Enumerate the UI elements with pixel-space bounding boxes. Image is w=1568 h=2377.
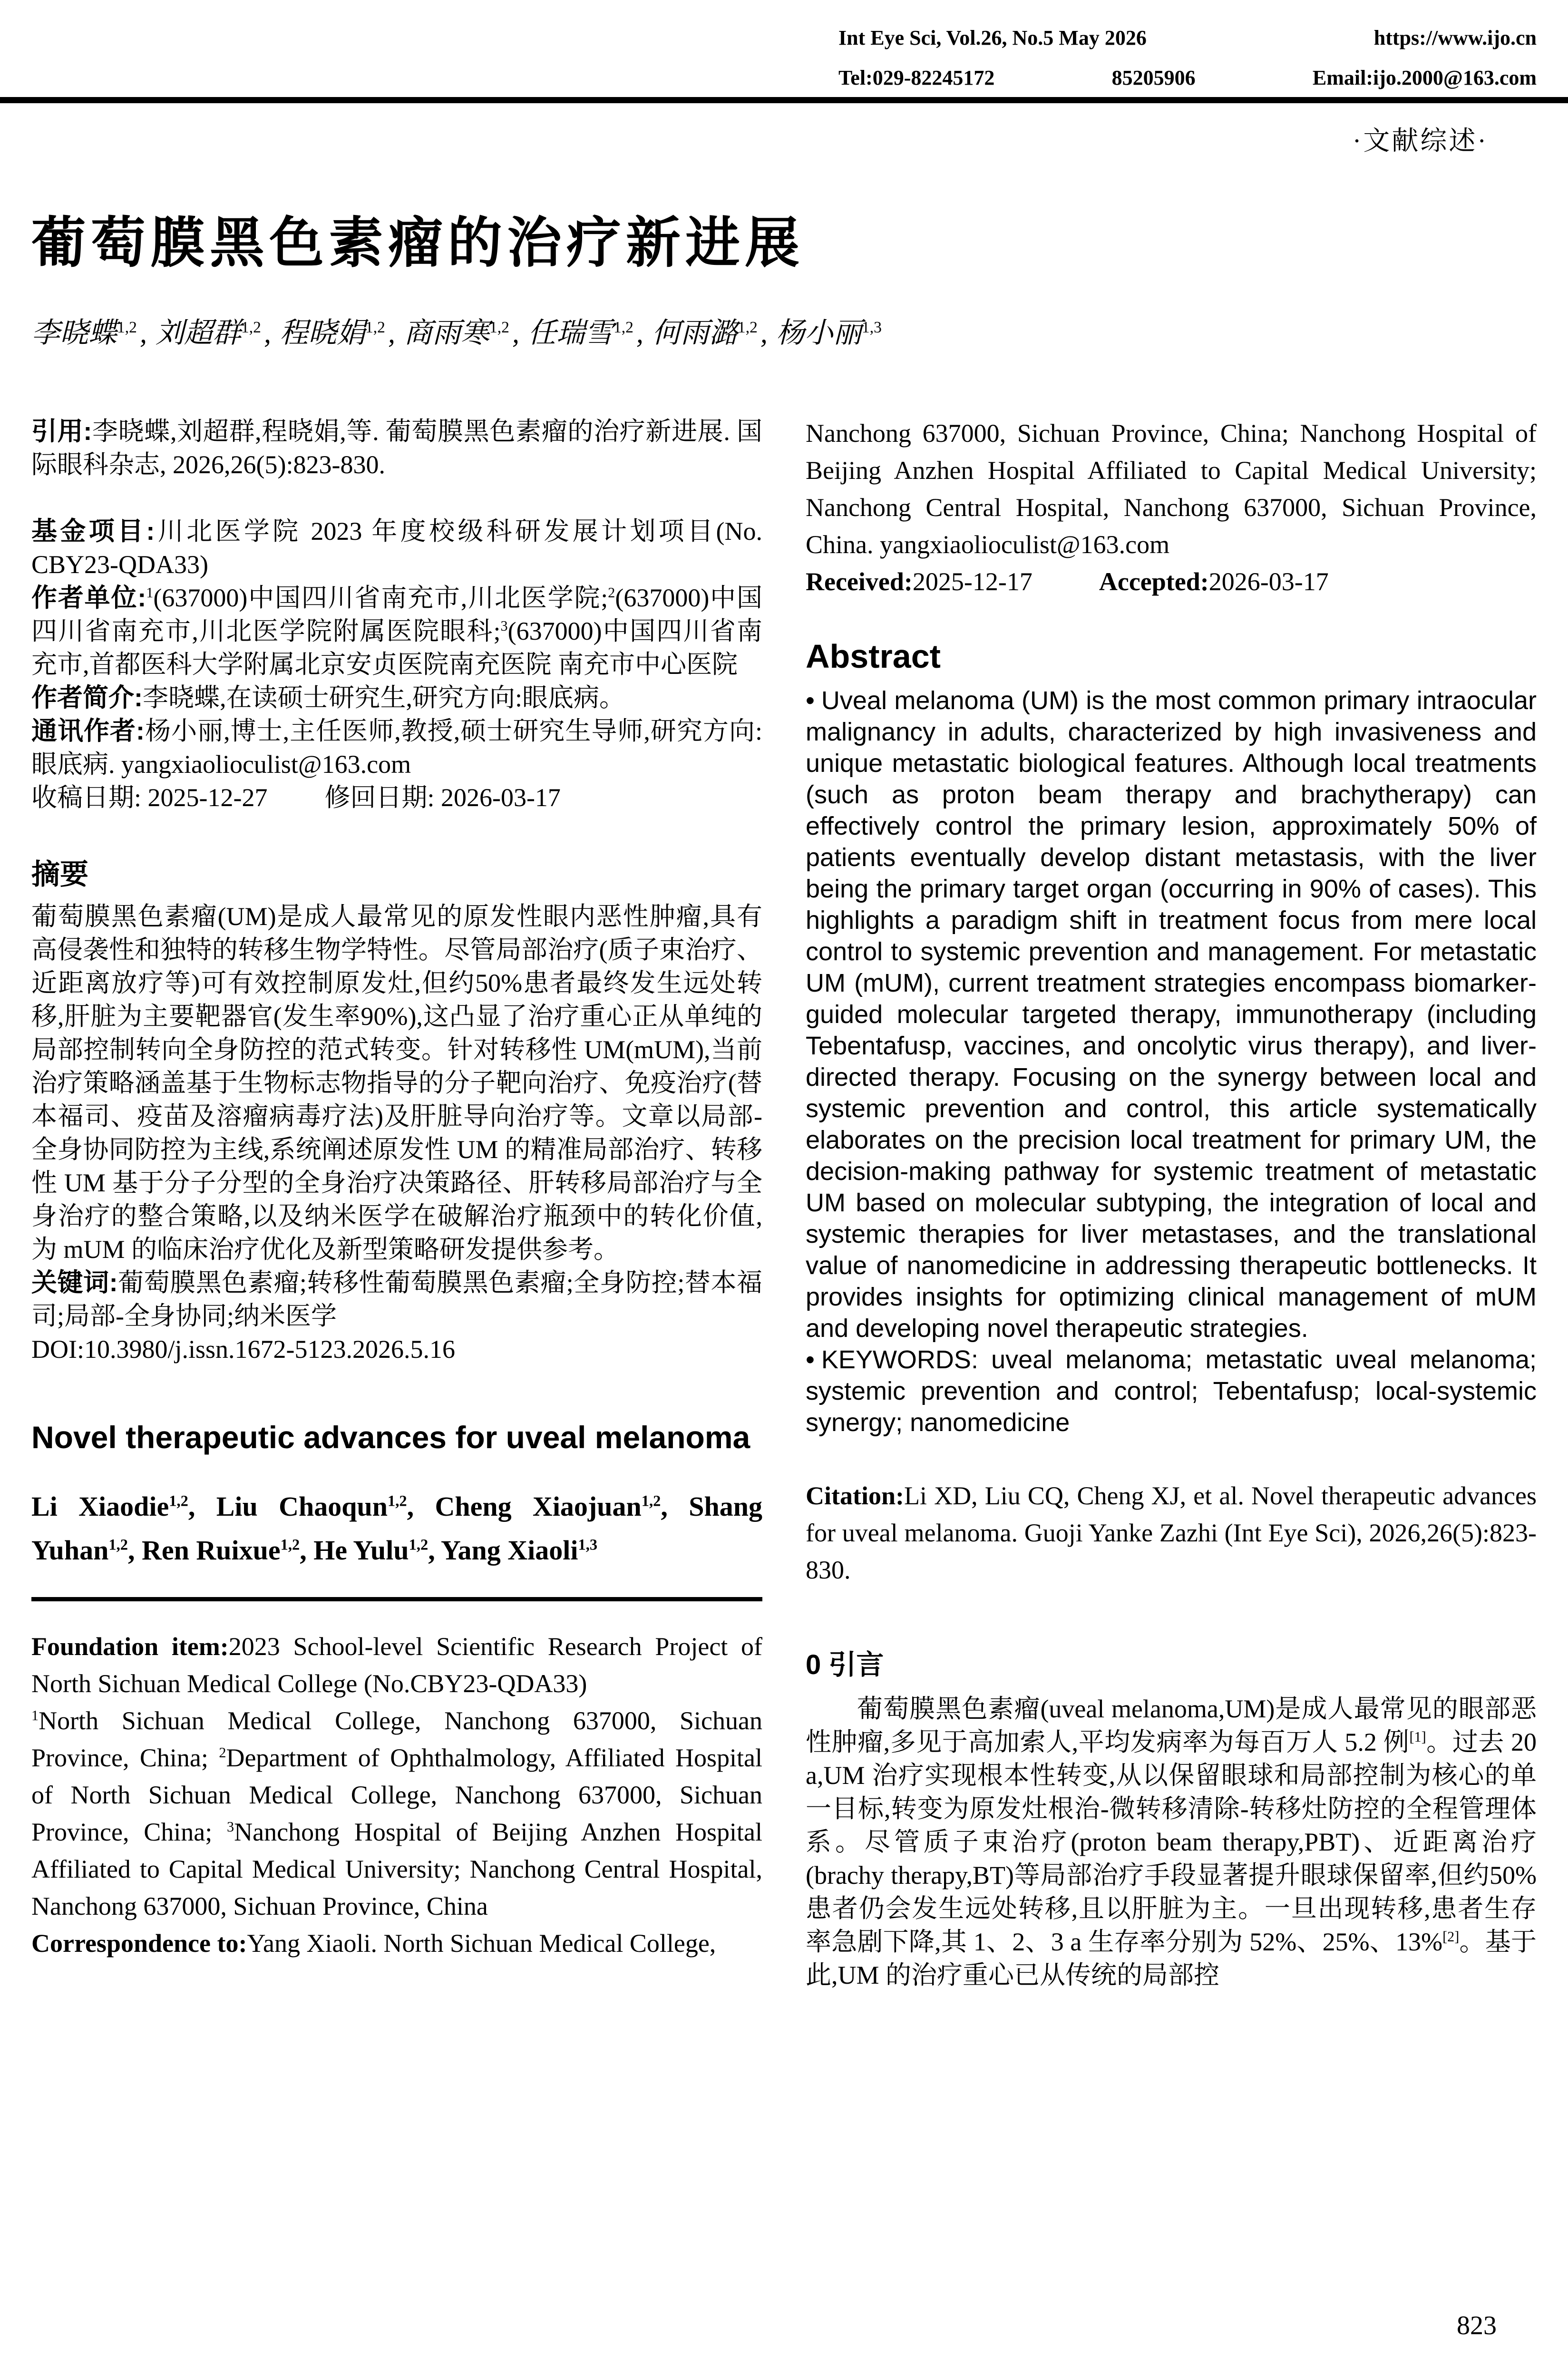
author-separator: , [388, 317, 395, 349]
reference-2: [2] [1442, 1929, 1460, 1945]
author-affil-sup: 1,2 [737, 319, 758, 336]
affil-en-text-3: Nanchong Hospital of Beijing Anzhen Hospital Affiliated to Capital Medical University; Nanchong Central Hospital, Nanchong 637000, Sichuan Province, China [31, 1818, 762, 1920]
affiliations-en [31, 1702, 762, 1925]
foundation-en-label: Foundation item: [31, 1632, 229, 1661]
dates-cn [31, 781, 762, 814]
citation-en-text: Li XD, Liu CQ, Cheng XJ, et al. Novel therapeutic advances for uveal melanoma. Guoji Yanke Zazhi (Int Eye Sci), 2026,26(5):823-830. [806, 1481, 1537, 1584]
author-en-separator: , [188, 1491, 216, 1522]
citation-cn-label: 引用: [31, 417, 92, 446]
author-affil-sup: 1,2 [241, 319, 261, 336]
corresponding-author-cn-label: 通讯作者: [31, 717, 145, 745]
affil-en-sup-2: 2 [219, 1744, 226, 1761]
two-column-body [31, 415, 1537, 1992]
author-en-name: Li Xiaodie [31, 1491, 169, 1522]
author-bio-label: 作者简介: [31, 683, 143, 712]
author-name: 程晓娟 [279, 317, 365, 349]
author-en-sup: 1,2 [388, 1492, 407, 1510]
foundation-cn-label: 基金项目: [31, 517, 155, 546]
abstract-en-body: Uveal melanoma (UM) is the most common primary intraocular malignancy in adults, characterized by high invasiveness and unique metastatic biological features. Although local treatments (such as proton beam therapy and brachytherapy) can effectively control the primary lesion, approximately 50% of patients eventually develop distant metastasis, with the liver being the primary target organ (occurring in 90% of cases). This highlights a paradigm shift in treatment focus from mere local control to systemic prevention and management. For metastatic UM (mUM), current treatment strategies encompass biomarker-guided molecular targeted therapy, immunotherapy (including Tebentafusp, vaccines, and oncolytic virus therapy), and liver-directed therapy. Focusing on the synergy between local and systemic prevention and control, this article systematically elaborates on the precision local treatment for primary UM, the decision-making pathway for systemic treatment of metastatic UM based on molecular subtyping, the integration of local and systemic therapies for liver metastases, and the translational value of nanomedicine in addressing therapeutic bottlenecks. It provides insights for optimizing clinical management of mUM and developing novel therapeutic strategies. [806, 686, 1537, 1343]
introduction-heading: 0 引言 [806, 1649, 884, 1680]
author-en-separator: , [428, 1535, 441, 1566]
page-title: 葡萄膜黑色素瘤的治疗新进展 [31, 213, 805, 273]
author-en-separator: , [127, 1535, 142, 1566]
corresponding-author-cn [31, 714, 762, 781]
intro-seg-2: 。过去 20 a,UM 治疗实现根本性转变,从以保留眼球和局部控制为核心的单一目标,转变为原发灶根治-微转移清除-转移灶防控的全程管理体系。尽管质子束治疗(proton beam therapy,PBT)、近距离治疗(brachy therapy,BT)等局部治疗手段显著提升眼球保留率,但约50%患者仍会发生远处转移,且以肝脏为主。一旦出现转移,患者生存率急剧下降,其 1、2、3 a 生存率分别为 52%、25%、13% [806, 1728, 1537, 1956]
affil-text-3: (637000)中国四川省南充市,首都医科大学附属北京安贞医院南充医院 南充市中心医院 [31, 617, 762, 679]
column-right [806, 415, 1537, 1992]
author-name: 李晓蝶 [31, 317, 117, 349]
header-rule [0, 97, 1568, 103]
abstract-cn-text: 葡萄膜黑色素瘤(UM)是成人最常见的原发性眼内恶性肿瘤,具有高侵袭性和独特的转移生物学特性。尽管局部治疗(质子束治疗、近距离放疗等)可有效控制原发灶,但约50%患者最终发生远处转移,肝脏为主要靶器官(发生率90%),这凸显了治疗重心正从单纯的局部控制转向全身防控的范式转变。针对转移性 UM(mUM),当前治疗策略涵盖基于生物标志物指导的分子靶向治疗、免疫治疗(替本福司、疫苗及溶瘤病毒疗法)及肝脏导向治疗等。文章以局部-全身协同防控为主线,系统阐述原发性 UM 的精准局部治疗、转移性 UM 基于分子分型的全身治疗决策路径、肝转移局部治疗与全身治疗的整合策略,以及纳米医学在破解治疗瓶颈中的转化价值,为 mUM 的临床治疗优化及新型策略研发提供参考。 [31, 902, 762, 1264]
author-en-name: Cheng Xiaojuan [435, 1491, 642, 1522]
journal-tel2: 85205906 [1111, 66, 1196, 89]
keywords-en-label: KEYWORDS: [821, 1345, 978, 1374]
abstract-cn-heading: 摘要 [31, 858, 88, 890]
foundation-en [31, 1628, 762, 1702]
author-en-sup: 1,2 [280, 1536, 300, 1554]
received-accepted-line [806, 563, 1537, 600]
foundation-cn [31, 515, 762, 581]
affiliations-en-continued: Nanchong 637000, Sichuan Province, China; Nanchong Hospital of Beijing Anzhen Hospital Affiliated to Capital Medical University; Nanchong Central Hospital, Nanchong 637000, Sichuan Province, China. yangxiaolioculist@163.com [806, 419, 1537, 559]
author-en-separator: , [407, 1491, 435, 1522]
author-bio-text: 李晓蝶,在读硕士研究生,研究方向:眼底病。 [142, 683, 625, 712]
corresponding-author-cn-text: 杨小丽,博士,主任医师,教授,硕士研究生导师,研究方向:眼底病. yangxiaolioculist@163.com [31, 717, 762, 779]
correspondence-en-text: Yang Xiaoli. North Sichuan Medical College, [247, 1929, 716, 1958]
author-separator: , [636, 317, 643, 349]
introduction-paragraph [806, 1692, 1537, 1992]
author-affil-sup: 1,2 [489, 319, 509, 336]
citation-en-label: Citation: [806, 1481, 904, 1510]
affil-sup-1: 1 [146, 585, 154, 601]
journal-email: Email:ijo.2000@163.com [1312, 66, 1537, 89]
journal-info: Int Eye Sci, Vol.26, No.5 May 2026 [838, 26, 1147, 49]
citation-cn-text: 李晓蝶,刘超群,程晓娟,等. 葡萄膜黑色素瘤的治疗新进展. 国际眼科杂志, 2026,26(5):823-830. [31, 417, 763, 479]
abstract-en-heading: Abstract [806, 638, 941, 675]
author-affil-sup: 1,2 [117, 319, 137, 336]
author-en-name: Yang Xiaoli [441, 1535, 578, 1566]
author-affil-sup: 1,2 [613, 319, 633, 336]
foundation-cn-text: 川北医学院 2023 年度校级科研发展计划项目(No. CBY23-QDA33) [31, 517, 762, 579]
author-en-sup: 1,2 [409, 1536, 429, 1554]
author-en-name: Shang Yuhan [31, 1491, 762, 1566]
journal-website: https://www.ijo.cn [1373, 26, 1537, 49]
keywords-cn-label: 关键词: [31, 1268, 118, 1297]
received-label: Received: [806, 567, 913, 596]
affil-sup-2: 2 [608, 585, 615, 601]
author-separator: , [139, 317, 147, 349]
keywords-cn [31, 1266, 762, 1333]
keywords-en-text: uveal melanoma; metastatic uveal melanoma; systemic prevention and control; Tebentafusp; local-systemic synergy; nanomedicine [806, 1345, 1537, 1437]
author-affil-sup: 1,2 [365, 319, 385, 336]
received-date-cn: 收稿日期: 2025-12-27 [31, 783, 268, 812]
header-line-2 [838, 64, 1537, 92]
accepted-value: 2026-03-17 [1208, 567, 1329, 596]
page-number: 823 [1457, 2311, 1497, 2340]
author-en-separator: , [300, 1535, 314, 1566]
correspondence-en-label: Correspondence to: [31, 1929, 247, 1958]
keywords-en [806, 1344, 1537, 1438]
author-en-sup: 1,2 [641, 1492, 661, 1510]
journal-tel: Tel:029-82245172 [838, 66, 995, 89]
author-name: 何雨潞 [652, 317, 738, 349]
affil-en-text-2: Department of Ophthalmology, Affiliated Hospital of North Sichuan Medical College, Nanchong 637000, Sichuan Province, China; [31, 1744, 762, 1846]
author-separator: , [263, 317, 271, 349]
author-separator: , [760, 317, 768, 349]
bullet-icon: • [806, 686, 815, 715]
affiliations-cn-label: 作者单位: [31, 584, 146, 612]
article-type-label: ·文献综述· [1352, 127, 1488, 156]
citation-en [806, 1477, 1537, 1588]
doi-line: DOI:10.3980/j.issn.1672-5123.2026.5.16 [31, 1335, 455, 1364]
author-en-sup: 1,3 [578, 1536, 598, 1554]
author-en-name: He Yulu [313, 1535, 409, 1566]
authors-cn [31, 310, 1539, 351]
keywords-cn-text: 葡萄膜黑色素瘤;转移性葡萄膜黑色素瘤;全身防控;替本福司;局部-全身协同;纳米医学 [31, 1268, 763, 1330]
intro-seg-3: 。基于此,UM 的治疗重心已从传统的局部控 [806, 1928, 1537, 1989]
page-header [838, 24, 1537, 104]
affil-text-1: (637000)中国四川省南充市,川北医学院; [153, 584, 608, 612]
author-en-sup: 1,2 [169, 1492, 188, 1510]
affil-en-sup-3: 3 [227, 1819, 234, 1835]
affiliations-cn [31, 581, 762, 681]
abstract-en-text [806, 685, 1537, 1344]
correspondence-en [31, 1925, 762, 1962]
author-name: 商雨寒 [403, 317, 489, 349]
intro-seg-1: 葡萄膜黑色素瘤(uveal melanoma,UM)是成人最常见的眼部恶性肿瘤,多见于高加索人,平均发病率为每百万人 5.2 例 [806, 1695, 1537, 1756]
foundation-en-text: 2023 School-level Scientific Research Project of North Sichuan Medical College (No.CBY23-QDA33) [31, 1632, 762, 1698]
author-bio [31, 681, 762, 714]
author-en-name: Liu Chaoqun [216, 1491, 388, 1522]
author-en-separator: , [661, 1491, 689, 1522]
author-en-sup: 1,2 [108, 1536, 128, 1554]
revised-date-cn: 修回日期: 2026-03-17 [324, 783, 561, 812]
header-line-1 [838, 24, 1537, 52]
affil-text-2: (637000)中国四川省南充市,川北医学院附属医院眼科; [31, 584, 763, 645]
affil-en-text-1: North Sichuan Medical College, Nanchong 637000, Sichuan Province, China; [31, 1706, 762, 1772]
bullet-icon: • [806, 1345, 815, 1374]
citation-cn [31, 415, 762, 481]
author-en-name: Ren Ruixue [141, 1535, 281, 1566]
reference-1: [1] [1409, 1729, 1426, 1745]
title-en: Novel therapeutic advances for uveal melanoma [31, 1420, 750, 1455]
author-name: 刘超群 [155, 317, 241, 349]
accepted-label: Accepted: [1099, 567, 1209, 596]
author-name: 任瑞雪 [527, 317, 614, 349]
received-value: 2025-12-17 [912, 567, 1032, 596]
affil-en-sup-1: 1 [31, 1707, 39, 1724]
author-name: 杨小丽 [776, 317, 862, 349]
author-separator: , [512, 317, 519, 349]
affil-sup-3: 3 [500, 618, 508, 634]
authors-en [31, 1485, 762, 1572]
footnote-rule [31, 1597, 762, 1601]
author-affil-sup: 1,3 [861, 319, 882, 336]
column-left [31, 415, 762, 1992]
